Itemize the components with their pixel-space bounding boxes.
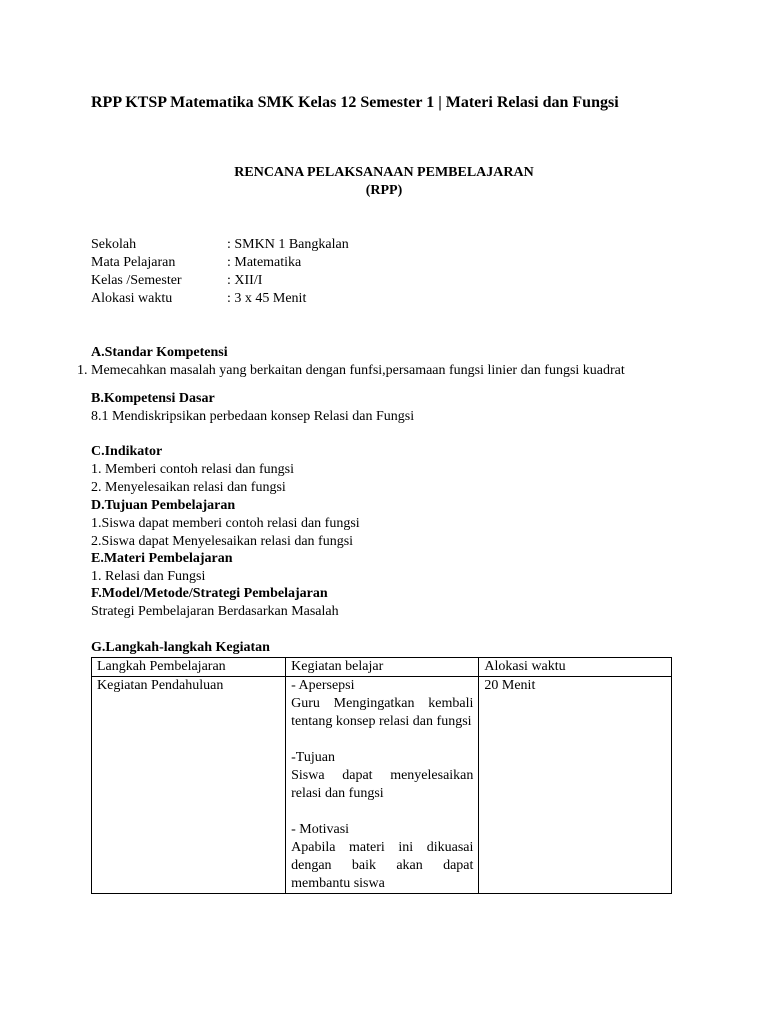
section-c-item-2: 2. Menyelesaikan relasi dan fungsi	[91, 480, 286, 495]
info-label: Alokasi waktu	[91, 291, 173, 306]
paragraph-gap	[291, 803, 473, 821]
document-title: RPP KTSP Matematika SMK Kelas 12 Semester 1 | Materi Relasi dan Fungsi	[91, 94, 619, 111]
paragraph-gap	[291, 731, 473, 749]
table-cell-time: 20 Menit	[479, 677, 672, 894]
table-header-row	[92, 658, 672, 677]
section-c-title: C.Indikator	[91, 444, 163, 459]
table-header-cell: Kegiatan belajar	[286, 658, 479, 677]
info-label: Kelas /Semester	[91, 273, 182, 288]
table-header-cell: Langkah Pembelajaran	[92, 658, 286, 677]
table-cell-step: Kegiatan Pendahuluan	[92, 677, 286, 894]
info-row-mata-pelajaran	[91, 254, 349, 272]
motivasi-label: - Motivasi	[291, 822, 350, 837]
apersepsi-label: - Apersepsi	[291, 678, 355, 693]
tujuan-label: -Tujuan	[291, 750, 335, 765]
rpp-heading-line1: RENCANA PELAKSANAAN PEMBELAJARAN	[234, 165, 534, 180]
section-d-item-1: 1.Siswa dapat memberi contoh relasi dan fungsi	[91, 516, 360, 531]
section-g-title: G.Langkah-langkah Kegiatan	[91, 640, 270, 655]
info-value: : Matematika	[227, 255, 302, 270]
info-value: : 3 x 45 Menit	[227, 291, 307, 306]
info-row-sekolah	[91, 236, 349, 254]
table-cell-activities	[286, 677, 479, 894]
info-value: : XII/I	[227, 273, 263, 288]
motivasi-text: Apabila materi ini dikuasai dengan baik akan dapat membantu siswa	[291, 840, 474, 891]
section-f-item-1: Strategi Pembelajaran Berdasarkan Masalah	[91, 604, 339, 619]
info-label: Sekolah	[91, 237, 137, 252]
section-c-item-1: 1. Memberi contoh relasi dan fungsi	[91, 462, 294, 477]
table-row	[92, 677, 672, 894]
info-value: : SMKN 1 Bangkalan	[227, 237, 349, 252]
apersepsi-text: Guru Mengingatkan kembali tentang konsep relasi dan fungsi	[291, 696, 474, 729]
section-b-item: 8.1 Mendiskripsikan perbedaan konsep Relasi dan Fungsi	[91, 409, 415, 424]
section-d-item-2: 2.Siswa dapat Menyelesaikan relasi dan fungsi	[91, 534, 354, 549]
identity-info	[91, 236, 349, 308]
section-e-title: E.Materi Pembelajaran	[91, 551, 233, 566]
tujuan-text: Siswa dapat menyelesaikan relasi dan fungsi	[291, 768, 474, 801]
info-row-kelas-semester	[91, 272, 349, 290]
rpp-heading-line2: (RPP)	[365, 183, 403, 198]
activities-table	[91, 657, 672, 894]
info-label: Mata Pelajaran	[91, 255, 176, 270]
section-a-item: 1. Memecahkan masalah yang berkaitan dengan funfsi,persamaan fungsi linier dan fungsi kuadrat	[77, 363, 625, 378]
section-d-title: D.Tujuan Pembelajaran	[91, 498, 236, 513]
section-a-title: A.Standar Kompetensi	[91, 345, 228, 360]
table-header-cell: Alokasi waktu	[479, 658, 672, 677]
section-e-item-1: 1. Relasi dan Fungsi	[91, 569, 206, 584]
section-b-title: B.Kompetensi Dasar	[91, 391, 215, 406]
section-f-title: F.Model/Metode/Strategi Pembelajaran	[91, 586, 328, 601]
rpp-heading	[0, 164, 768, 200]
info-row-alokasi-waktu	[91, 290, 349, 308]
